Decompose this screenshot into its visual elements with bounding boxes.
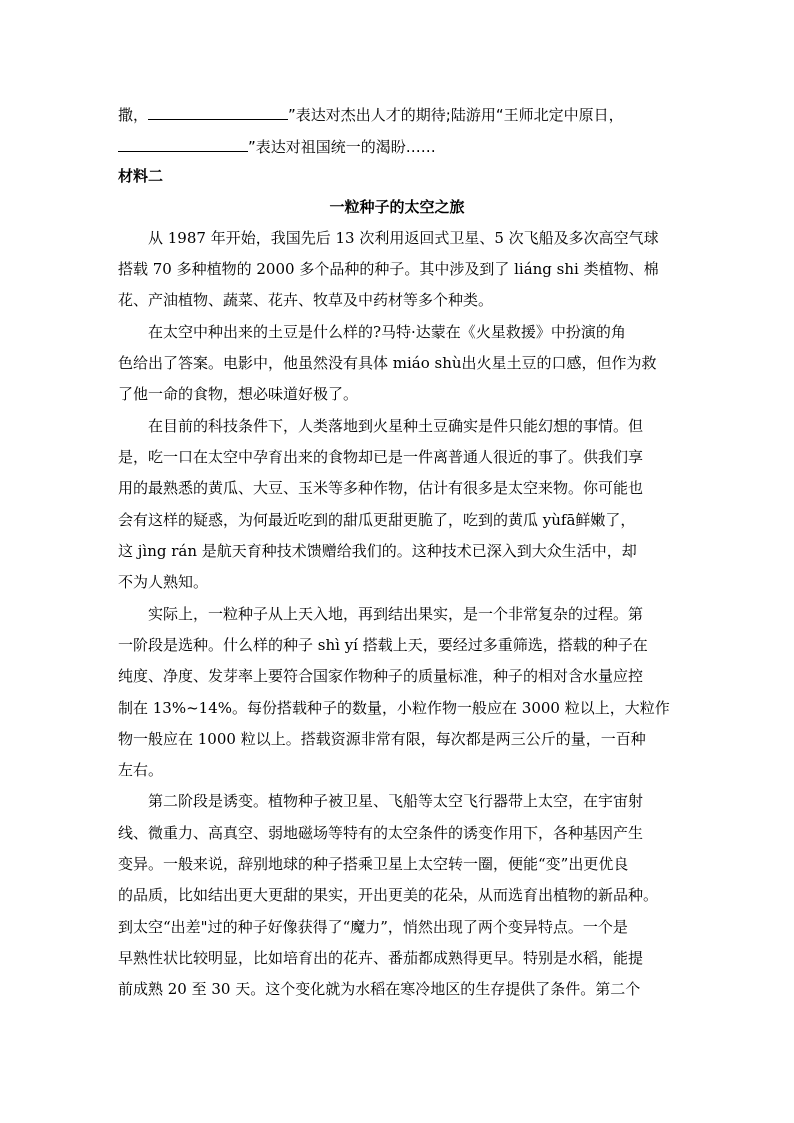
- body-line: 线、微重力、高真空、弱地磁场等特有的太空条件的诱变作用下，各种基因产生: [118, 824, 644, 842]
- body-line: 第二阶段是诱变。植物种子被卫星、飞船等太空飞行器带上太空，在宇宙射: [118, 792, 644, 810]
- body-line: 制在 13%~14%。每份搭载种子的数量，小粒作物一般应在 3000 粒以上，大粒作: [118, 699, 670, 717]
- intro-line-1: [118, 103, 678, 125]
- answer-blank-2[interactable]: [118, 135, 248, 152]
- body-line: 的品质，比如结出更大更甜的果实，开出更美的花朵，从而选育出植物的新品种。: [118, 886, 659, 904]
- intro-line-2: [118, 135, 678, 157]
- body-line: 物一般应在 1000 粒以上。搭载资源非常有限，每次都是两三公斤的量，一百种: [118, 730, 646, 748]
- body-line: 变异。一般来说，辞别地球的种子搭乘卫星上太空转一圈，便能“变”出更优良: [118, 855, 629, 873]
- body-line: 早熟性状比较明显，比如培育出的花卉、番茄都成熟得更早。特别是水稻，能提: [118, 949, 644, 967]
- body-line: 到太空“出差"过的种子好像获得了“魔力”，悄然出现了两个变异特点。一个是: [118, 918, 628, 936]
- body-line: 了他一命的食物，想必味道好极了。: [118, 385, 359, 403]
- article-title: 一粒种子的太空之旅: [329, 198, 465, 216]
- body-line: 用的最熟悉的黄瓜、大豆、玉米等多种作物，估计有很多是太空来物。你可能也: [118, 479, 644, 497]
- body-line: 实际上，一粒种子从上天入地，再到结出果实，是一个非常复杂的过程。第: [118, 605, 644, 623]
- intro-text-2b: ”表达对祖国统一的渴盼……: [248, 138, 436, 156]
- body-line: 前成熟 20 至 30 天。这个变化就为水稻在寒冷地区的生存提供了条件。第二个: [118, 980, 641, 998]
- body-line: 花、产油植物、蔬菜、花卉、牧草及中药材等多个种类。: [118, 291, 494, 309]
- body-line: 会有这样的疑惑，为何最近吃到的甜瓜更甜更脆了，吃到的黄瓜 yùfā鲜嫩了，: [118, 511, 636, 529]
- body-line: 这 jìng rán 是航天育种技术馈赠给我们的。这种技术已深入到大众生活中，却: [118, 542, 637, 560]
- body-line: 不为人熟知。: [118, 573, 209, 591]
- intro-text-1a: 撒，: [118, 106, 149, 124]
- answer-blank-1[interactable]: [148, 103, 288, 120]
- body-line: 纯度、净度、发芽率上要符合国家作物种子的质量标准，种子的相对含水量应控: [118, 667, 644, 685]
- body-line: 一阶段是选种。什么样的种子 shì yí 搭载上天，要经过多重筛选，搭载的种子在: [118, 636, 648, 654]
- body-line: 搭载 70 多种植物的 2000 多个品种的种子。其中涉及到了 liáng shi 类植物、棉: [118, 260, 659, 278]
- body-line: 在目前的科技条件下，人类落地到火星种土豆确实是件只能幻想的事情。但: [118, 417, 644, 435]
- body-line: 左右。: [118, 761, 164, 779]
- body-line: 在太空中种出来的土豆是什么样的?马特·达蒙在《火星救援》中扮演的角: [118, 323, 626, 341]
- intro-text-1b: ”表达对杰出人才的期待;陆游用“王师北定中原日，: [288, 106, 624, 124]
- body-line: 色给出了答案。电影中，他虽然没有具体 miáo shù出火星土豆的口感，但作为救: [118, 354, 657, 372]
- body-line: 是，吃一口在太空中孕育出来的食物却已是一件离普通人很近的事了。供我们享: [118, 448, 644, 466]
- body-line: 从 1987 年开始，我国先后 13 次利用返回式卫星、5 次飞船及多次高空气球: [118, 229, 659, 247]
- section-label: 材料二: [118, 167, 164, 185]
